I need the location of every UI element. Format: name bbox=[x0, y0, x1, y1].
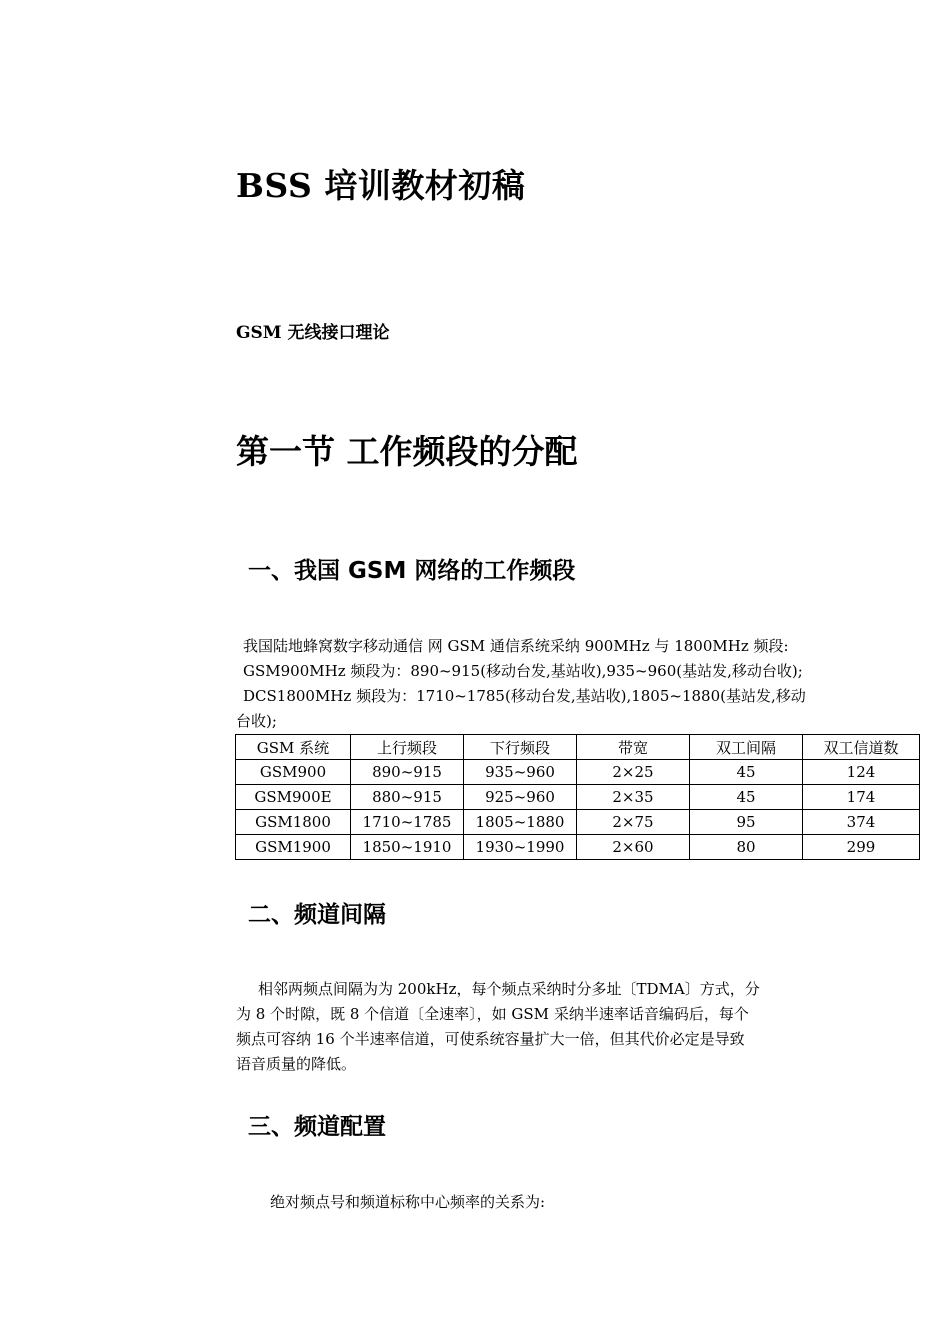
section-1-heading: 一、我国 GSM 网络的工作频段 bbox=[248, 558, 576, 584]
table-header-row bbox=[236, 735, 920, 760]
section-3-line-1: 绝对频点号和频道标称中心频率的关系为: bbox=[270, 1193, 546, 1211]
table-cell: 1710~1785 bbox=[351, 810, 464, 835]
table-cell: 2×75 bbox=[577, 810, 690, 835]
table-cell: 45 bbox=[690, 785, 803, 810]
table-header-cell: 双工信道数 bbox=[803, 735, 920, 760]
table-header-cell: 双工间隔 bbox=[690, 735, 803, 760]
section-1-line-4: 台收); bbox=[236, 712, 277, 730]
table-cell: 174 bbox=[803, 785, 920, 810]
table-cell: 2×60 bbox=[577, 835, 690, 860]
section-2-line-1: 相邻两频点间隔为为 200kHz，每个频点采纳时分多址〔TDMA〕方式，分 bbox=[258, 980, 760, 998]
table-cell: 124 bbox=[803, 760, 920, 785]
section-3-heading: 三、频道配置 bbox=[248, 1114, 386, 1140]
document-title: BSS 培训教材初稿 bbox=[236, 166, 526, 205]
section-2-line-2: 为 8 个时隙，既 8 个信道〔全速率〕，如 GSM 采纳半速率话音编码后，每个 bbox=[236, 1005, 749, 1023]
table-cell: 935~960 bbox=[464, 760, 577, 785]
table-header-cell: 上行频段 bbox=[351, 735, 464, 760]
table-header-cell: 带宽 bbox=[577, 735, 690, 760]
table-cell: GSM1900 bbox=[236, 835, 351, 860]
table-cell: 1850~1910 bbox=[351, 835, 464, 860]
table-cell: 80 bbox=[690, 835, 803, 860]
table-cell: 890~915 bbox=[351, 760, 464, 785]
table-cell: GSM900E bbox=[236, 785, 351, 810]
table-cell: 1805~1880 bbox=[464, 810, 577, 835]
table-row bbox=[236, 810, 920, 835]
table-cell: 45 bbox=[690, 760, 803, 785]
section-1-line-2: GSM900MHz 频段为：890~915(移动台发,基站收),935~960(基站发,移动台收); bbox=[243, 662, 803, 680]
table-cell: GSM1800 bbox=[236, 810, 351, 835]
table-cell: GSM900 bbox=[236, 760, 351, 785]
table-header-cell: 下行频段 bbox=[464, 735, 577, 760]
table-cell: 2×35 bbox=[577, 785, 690, 810]
table-cell: 880~915 bbox=[351, 785, 464, 810]
table-row bbox=[236, 760, 920, 785]
section-1-line-3: DCS1800MHz 频段为：1710~1785(移动台发,基站收),1805~1880(基站发,移动 bbox=[243, 687, 806, 705]
chapter-heading: 第一节 工作频段的分配 bbox=[236, 432, 578, 471]
table-row bbox=[236, 785, 920, 810]
table-cell: 925~960 bbox=[464, 785, 577, 810]
table-header-cell: GSM 系统 bbox=[236, 735, 351, 760]
table-cell: 95 bbox=[690, 810, 803, 835]
table-cell: 2×25 bbox=[577, 760, 690, 785]
section-2-line-3: 频点可容纳 16 个半速率信道，可使系统容量扩大一倍，但其代价必定是导致 bbox=[236, 1030, 745, 1048]
section-2-line-4: 语音质量的降低。 bbox=[236, 1055, 357, 1073]
table-cell: 374 bbox=[803, 810, 920, 835]
table-cell: 1930~1990 bbox=[464, 835, 577, 860]
frequency-band-table bbox=[235, 734, 920, 860]
section-1-line-1: 我国陆地蜂窝数字移动通信 网 GSM 通信系统采纳 900MHz 与 1800MHz 频段: bbox=[243, 637, 789, 655]
document-subtitle: GSM 无线接口理论 bbox=[236, 323, 390, 343]
section-2-heading: 二、频道间隔 bbox=[248, 902, 386, 928]
table-cell: 299 bbox=[803, 835, 920, 860]
table-row bbox=[236, 835, 920, 860]
